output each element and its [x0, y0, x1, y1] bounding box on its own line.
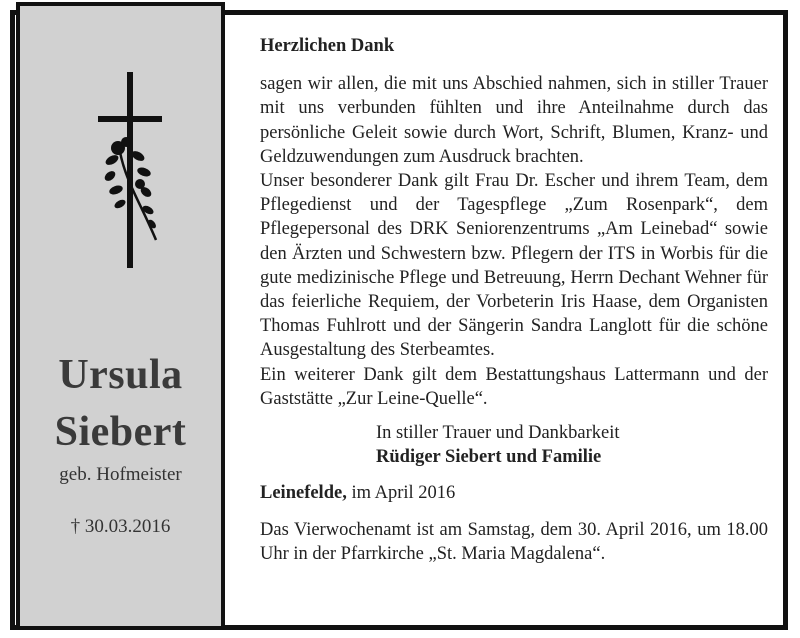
place: Leinefelde, [260, 483, 347, 504]
cross-with-rose-icon [90, 72, 170, 272]
thanks-paragraph-general: sagen wir allen, die mit uns Abschied nahmen, sich in stiller Trauer mit uns verbunden fühlten und ihre Anteilnahme durch das persönliche Geleit sowie durch Wort, Schrift, Blumen, Kranz- und Geldzuwendungen zum Ausdruck brachten. [260, 74, 768, 167]
death-date: † 30.03.2016 [70, 516, 171, 537]
thanks-paragraph-special: Unser besonderer Dank gilt Frau Dr. Escher und ihrem Team, dem Pflegedienst und der Tagespflege „Zum Rosenpark“, dem Pflegepersonal des DRK Seniorenzentrums „Am Leinebad“ sowie den Ärzten und Schwestern bzw. Pflegern der ITS in Worbis für die gute medizinische Pflege und Betreuung, Herrn Dechant Wehner für das feierliche Requiem, der Vorbeterin Iris Haase, dem Organisten Thomas Fuhlrott und der Sängerin Sandra Langlott für die schöne Ausgestaltung des Sterbeamtes. [260, 171, 768, 361]
memorial-panel [16, 2, 225, 630]
service-announcement: Das Vierwochenamt ist am Samstag, dem 30. April 2016, um 18.00 Uhr in der Pfarrkirche „St. Maria Magdalena“. [260, 519, 768, 564]
thanks-paragraph-further: Ein weiterer Dank gilt dem Bestattungshaus Lattermann und der Gaststätte „Zur Leine-Quelle“. [260, 364, 768, 409]
maiden-name: geb. Hofmeister [59, 464, 182, 485]
signoff-line: In stiller Trauer und Dankbarkeit [376, 423, 620, 444]
date: im April 2016 [346, 483, 456, 504]
place-date [260, 481, 768, 505]
family-signature: Rüdiger Siebert und Familie [376, 447, 602, 468]
deceased-first-name: Ursula [58, 352, 183, 398]
notice-heading: Herzlichen Dank [260, 36, 395, 56]
signoff [260, 421, 768, 469]
deceased-last-name: Siebert [54, 409, 187, 455]
notice-content [260, 34, 768, 566]
